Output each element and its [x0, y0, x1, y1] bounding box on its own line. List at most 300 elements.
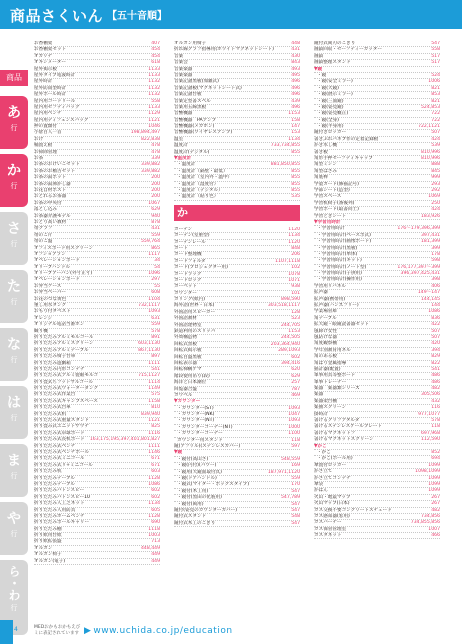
entry-name: 回転式掲示板: [174, 348, 202, 354]
entry-page: 1153: [288, 111, 300, 117]
kana-tab-label: な: [7, 337, 21, 353]
entry-name: 折りたたみ式作業台: [34, 392, 76, 398]
entry-page: 1093: [148, 309, 160, 315]
entry-page: 118: [291, 437, 300, 443]
entry-name: ・学習用時計(子供用): [317, 271, 362, 277]
entry-name: 書けるステンレスゲールプレート: [314, 424, 383, 430]
entry-page: 448: [291, 41, 300, 46]
entry-page: 297: [151, 277, 160, 283]
entry-page: 1099: [428, 488, 440, 494]
kana-tab-2[interactable]: [0, 212, 28, 265]
entry-name: 折りたたみ円形コンテナ: [34, 366, 85, 372]
entry-page: 1047: [288, 412, 300, 418]
entry-page: 1146: [148, 450, 160, 455]
entry-name: カード整理機: [174, 252, 202, 258]
entry-name: ・温度計（隔壁・最低）: [177, 168, 228, 174]
entry-name: 折りたたみ机: [34, 469, 62, 475]
entry-name: カート: [174, 245, 188, 251]
entry-name: 拡声器(ハンズフリー): [314, 303, 359, 309]
entry-name: 角形手押セーフティキャップ: [314, 156, 373, 162]
entry-page: 493: [291, 66, 300, 72]
entry-name: 鉄道利用のスリッパ: [174, 329, 216, 335]
entry-page: 178: [431, 251, 440, 257]
entry-page: 424: [431, 136, 440, 142]
entry-name: ・鏡付(両用): [177, 501, 204, 507]
entry-name: カーテン(室重型): [174, 233, 210, 239]
entry-page: 602: [151, 488, 160, 494]
entry-name: お掃除管理: [34, 149, 57, 155]
entry-name: 折りたたみアルミスクリーン: [34, 341, 94, 347]
entry-page: 102: [291, 265, 300, 271]
entry-page: 1153: [288, 329, 300, 335]
entry-name: ・かご: [317, 450, 331, 455]
kana-section-heading-ka: か: [174, 205, 300, 221]
entry-page: 722: [431, 111, 440, 117]
entry-name: 折りたたみホームベンチ: [34, 513, 85, 519]
entry-page: 1132: [148, 85, 160, 91]
index-column-2: [174, 41, 300, 527]
entry-page: 524: [431, 72, 440, 78]
entry-page: 715,1127: [138, 373, 160, 379]
entry-name: お茶器介護モデル: [34, 213, 71, 219]
entry-name: 学習机椅子(番後列): [314, 200, 355, 206]
entry-name: 学部シート(造型): [314, 187, 350, 193]
entry-page: 394: [431, 347, 440, 353]
kana-tab-label: ら・わ: [7, 565, 21, 601]
entry-name: ▼鏡: [314, 66, 323, 72]
entry-page: 482: [431, 507, 440, 513]
entry-page: 407: [151, 41, 160, 46]
entry-name: 音楽会: [174, 60, 188, 66]
entry-name: 折りたたみ式ベンチ: [34, 443, 76, 449]
entry-name: おもり付タペスト: [34, 309, 71, 315]
entry-page: 855: [291, 168, 300, 174]
entry-page: 1133: [148, 104, 160, 110]
entry-name: 軍事トレーナー: [314, 379, 347, 385]
entry-page: 690: [151, 520, 160, 526]
entry-name: 画鋲回収・セーフティーカッター: [314, 47, 382, 53]
entry-name: 火山・地震マップ: [314, 494, 351, 500]
entry-name: 拡声器: [314, 290, 328, 296]
entry-page: 482: [431, 386, 440, 392]
entry-name: 帯のこ片: [34, 232, 53, 238]
entry-name: 鏡付式両刃のこぎり: [314, 41, 356, 46]
entry-name: 折りたたみ式アルミ製眼モルコ: [34, 373, 99, 379]
entry-page: 478: [151, 143, 160, 149]
entry-name: お茶のお稽古セット: [34, 168, 76, 174]
entry-page: 170: [291, 482, 300, 488]
page-subtitle: 【五十音順】: [107, 11, 168, 22]
entry-page: 267: [431, 494, 440, 500]
entry-name: オリーブアーバン(外寸正寸): [34, 271, 93, 277]
entry-page: 618: [151, 60, 160, 66]
entry-name: 折り畳式ちフットサルゴール: [34, 379, 94, 385]
kana-tab-gyo: 行: [10, 530, 18, 538]
entry-page: 855: [291, 187, 300, 193]
entry-page: 1078: [288, 271, 300, 277]
entry-page: 1100: [288, 431, 300, 437]
entry-name: 画鋲: [314, 53, 324, 59]
entry-page: 1086: [148, 481, 160, 487]
entry-name: 海外語(世界・日本): [174, 303, 215, 309]
entry-name: 音響機器(メガホン): [174, 124, 215, 130]
entry-page: 507: [431, 334, 440, 340]
entry-name: お花自材ポスト: [34, 187, 67, 193]
entry-name: ・温度計（室内外・温中）: [177, 175, 233, 181]
entry-name: 折りたたみ棚: [34, 526, 62, 532]
entry-page: 203,364,940: [270, 341, 300, 347]
index-entry: [174, 194, 300, 200]
entry-page: 539: [431, 143, 440, 149]
entry-name: オルガン: [34, 545, 53, 551]
entry-name: ・鏡(大鏡): [317, 85, 339, 91]
entry-page: 1129: [148, 111, 160, 117]
entry-page: 1128: [148, 475, 160, 481]
entry-name: お香棚架: [34, 41, 53, 46]
entry-page: 517: [431, 60, 440, 66]
kana-tab-7[interactable]: [0, 502, 28, 555]
entry-name: 折りたたみ人用防具: [34, 507, 76, 513]
entry-name: ・カウンター(NT): [177, 418, 215, 424]
entry-page: 422: [431, 322, 440, 328]
entry-page: 1117: [148, 251, 160, 257]
entry-page: 839,940: [141, 411, 160, 417]
entry-page: 898,590: [281, 297, 300, 303]
entry-page: 829: [431, 354, 440, 360]
entry-name: カードフォルダ: [174, 258, 206, 264]
kana-tab-1[interactable]: [0, 154, 28, 207]
entry-name: ・学習用時計(操作用): [317, 277, 362, 283]
entry-name: オルガン椅子: [34, 552, 62, 558]
kana-tab-gyo: 行: [10, 356, 18, 364]
entry-page: 1134: [148, 501, 160, 507]
entry-page: 602: [291, 354, 300, 360]
entry-name: ・鏡付(黒田の化粧用): [177, 495, 222, 501]
entry-page: 605: [151, 507, 160, 513]
entry-name: 折りたたみ式ベンチボール: [34, 450, 90, 455]
entry-name: 折りたたみ式ミニゴール: [34, 456, 85, 462]
entry-page: 34: [154, 258, 160, 264]
page-title: 商品さくいん: [10, 7, 104, 25]
entry-name: 折り紙用台紙: [34, 533, 62, 539]
entry-page: 541: [431, 366, 440, 372]
entry-name: 描計器(配置): [314, 366, 341, 372]
entry-page: 496: [291, 92, 300, 98]
entry-page: 55: [154, 283, 160, 289]
entry-name: おけ: [34, 136, 44, 142]
index-column-3: [314, 41, 440, 539]
kana-tab-6[interactable]: [0, 444, 28, 497]
entry-page: 206: [291, 252, 300, 258]
entry-page: 821: [431, 98, 440, 104]
entry-name: 画鋲整理スタンド: [314, 60, 351, 66]
entry-page: 439: [291, 98, 300, 104]
entry-name: オペレーションボード: [34, 258, 80, 264]
entry-name: ▼温度計: [174, 156, 192, 162]
entry-name: カスタネット: [314, 533, 342, 539]
entry-name: カーペット: [174, 284, 197, 290]
entry-page: 732,1117: [138, 303, 160, 309]
entry-page: 267: [431, 501, 440, 507]
index-entry: [34, 559, 160, 565]
entry-name: 書きぶれパネブ作の定着記録板: [314, 136, 379, 142]
entry-page: 881,850,855: [270, 162, 300, 168]
entry-name: 折りたたみ椅子台車: [34, 354, 76, 360]
entry-page: 671: [151, 456, 160, 462]
entry-page: 523: [291, 316, 300, 322]
entry-name: 回転梯構ゲマ: [174, 367, 202, 373]
entry-name: 外国語用スピーカー: [174, 309, 216, 315]
entry-name: 音楽記譜黒板(加雑式): [174, 79, 219, 85]
entry-name: 温度計: [174, 143, 188, 149]
entry-name: オルガン用椅子: [174, 41, 207, 46]
entry-page: 548: [291, 514, 300, 520]
entry-page: 149〜147: [417, 290, 440, 296]
entry-name: 角ばり金属指導: [314, 360, 347, 366]
entry-name: お花のつな黄色: [34, 296, 67, 302]
entry-name: ・鏡(全身): [317, 117, 339, 123]
entry-page: 559: [291, 476, 300, 481]
entry-name: ・鏡(姿見概正): [317, 111, 349, 117]
entry-page: 598: [431, 258, 440, 264]
entry-page: 112,590: [421, 437, 440, 443]
entry-name: 折りたたみテーブル: [34, 481, 75, 487]
entry-page: 449: [151, 552, 160, 558]
entry-name: 折りたたみ式重量スタンド: [34, 418, 90, 424]
index-column-1: [34, 41, 160, 565]
entry-page: 822: [431, 360, 440, 366]
entry-name: かばん: [314, 488, 328, 494]
website-link[interactable]: [84, 626, 233, 636]
entry-name: ・鏡(半身用): [317, 124, 344, 130]
entry-page: 303,518,1117: [267, 303, 300, 309]
entry-name: ・学習用時計(黒板): [317, 245, 358, 251]
entry-name: 海洋と日本潮位: [174, 380, 207, 386]
entry-page: 855: [291, 181, 300, 187]
entry-page: 722,1121: [418, 124, 440, 130]
entry-name: 角底棒: [314, 175, 328, 181]
kana-tab-label: た: [7, 279, 21, 295]
entry-name: 屋外防雨型時計: [34, 85, 67, 91]
entry-name: 楽器: [314, 392, 324, 398]
entry-name: 屋内用セフティバッグ: [34, 104, 80, 110]
entry-name: 鏡付式木工のこぎり: [174, 520, 216, 526]
entry-page: 339: [151, 156, 160, 162]
entry-name: 折りたたみアルミテーブル: [34, 347, 89, 353]
entry-page: 517: [431, 53, 440, 59]
entry-page: 1121: [148, 117, 160, 123]
entry-page: 1096: [148, 271, 160, 277]
entry-page: 845: [431, 168, 440, 174]
entry-page: 176〜179,396,399: [397, 226, 440, 232]
entry-page: 1099: [428, 462, 440, 468]
entry-name: 帯のこ盤: [34, 239, 53, 245]
entry-page: 292: [431, 187, 440, 193]
entry-page: 938: [291, 284, 300, 290]
entry-name: 角型はさみ: [314, 168, 337, 174]
entry-page: 394,416: [281, 360, 300, 366]
entry-page: 1121: [148, 418, 160, 424]
entry-page: 399: [431, 245, 440, 251]
entry-page: 431: [151, 226, 160, 232]
entry-page: 836: [431, 315, 440, 321]
entry-page: 101: [291, 290, 300, 296]
entry-page: 396,397,425,431: [400, 271, 440, 277]
entry-name: ・鏡(円付)(パワー): [177, 463, 217, 469]
entry-name: ・鏡用(大鏡面取付具): [177, 469, 222, 475]
entry-name: ・カウンターコーナー: [177, 431, 223, 437]
entry-page: 852: [431, 450, 440, 455]
entry-page: 486: [431, 373, 440, 379]
entry-name: 傘置付ロッカー: [314, 462, 347, 468]
entry-name: 折りたたみアルミモルコール: [34, 334, 94, 340]
entry-page: 853: [431, 92, 440, 98]
entry-name: カード(プロジェクター用): [174, 265, 228, 271]
entry-page: 603: [151, 469, 160, 475]
entry-name: 楽曲スクリーン: [314, 405, 347, 411]
page-footer: [0, 620, 462, 644]
entry-name: お弁当ペーパー: [34, 290, 66, 296]
entry-name: 書けるグリフアタルダ: [314, 418, 360, 424]
entry-page: 1120: [288, 226, 300, 232]
entry-page: 1006: [428, 79, 440, 85]
entry-page: 1116: [148, 430, 160, 436]
entry-name: 学習ときシート: [314, 213, 347, 219]
entry-page: 1132: [148, 92, 160, 98]
entry-name: 回覧器合盤: [174, 386, 197, 392]
entry-name: 桶置え板: [34, 143, 53, 149]
entry-page: 1003: [148, 533, 160, 539]
entry-name: 折りたたみバトンスピー: [34, 488, 85, 494]
entry-name: 鏡付(姿見のカウンターカバー): [174, 507, 238, 513]
entry-name: 小倉百人一首: [34, 130, 62, 136]
entry-name: 学習スペース: [314, 194, 342, 200]
entry-name: 折りたたみ式キャンプスペース: [34, 398, 98, 404]
entry-page: 1107,1118: [275, 258, 300, 264]
entry-name: ・鏡(三面鏡): [317, 98, 344, 104]
entry-page: 578: [431, 418, 440, 424]
entry-page: 897: [151, 354, 160, 360]
entry-page: 448,449: [141, 545, 160, 551]
entry-name: カーテン: [174, 226, 193, 232]
entry-page: 244,505: [281, 335, 300, 341]
website-url[interactable]: www.uchida.co.jp/education: [93, 626, 233, 636]
entry-page: 787: [291, 386, 300, 392]
entry-page: 406: [431, 283, 440, 289]
entry-name: オレンジ: [34, 315, 53, 321]
entry-page: 1114: [148, 379, 160, 385]
entry-name: 重し用水タンク: [34, 303, 67, 309]
page-header: [0, 0, 462, 29]
entry-page: 449: [151, 558, 160, 564]
entry-name: 温室: [174, 136, 184, 142]
entry-name: 屋外ボール時計: [34, 92, 67, 98]
entry-page: 176,177,397〜399: [397, 264, 440, 270]
entry-page: 424: [431, 207, 440, 213]
entry-name: 音楽記譜板(マグネットシート式): [174, 85, 242, 91]
entry-page: 810: [151, 405, 160, 411]
kana-tab-3[interactable]: [0, 270, 28, 323]
entry-page: 507: [431, 328, 440, 334]
entry-page: 1128: [148, 513, 160, 519]
entry-page: 602: [151, 494, 160, 500]
entry-page: 1007: [428, 526, 440, 532]
entry-name: 押の置類付: [34, 124, 57, 130]
entry-name: カウンター: [174, 290, 197, 296]
entry-name: カードロック: [174, 277, 202, 283]
entry-page: 293: [431, 181, 440, 187]
entry-page: 713: [151, 539, 160, 545]
entry-page: 496: [291, 104, 300, 110]
entry-name: お茶のおけいこセット: [34, 162, 80, 168]
entry-name: 外周構造物: [174, 335, 197, 341]
kana-tab-gyo: 行: [10, 604, 18, 612]
entry-page: 629: [291, 373, 300, 379]
entry-name: ・温度計（貼り色）: [177, 194, 219, 200]
kana-tab-4[interactable]: [0, 328, 28, 381]
kana-tab-label: ま: [7, 453, 21, 469]
entry-page: 631: [151, 315, 160, 321]
entry-page: 810,996: [421, 149, 440, 155]
kana-tab-gyo: 行: [10, 298, 18, 306]
entry-page: 547,789: [281, 495, 300, 501]
kana-tab-gyo: 行: [10, 472, 18, 480]
entry-page: 578: [151, 328, 160, 334]
entry-name: カリング(紙円): [174, 297, 206, 303]
entry-name: 音楽記譜台板: [174, 92, 202, 98]
entry-name: ガス感知器(窓用): [314, 513, 350, 519]
entry-name: 音響機器: [174, 111, 193, 117]
entry-page: 496: [291, 79, 300, 85]
entry-page: 547: [291, 488, 300, 494]
kana-tab-5[interactable]: [0, 386, 28, 439]
entry-name: 折りたたみテーブル: [34, 475, 75, 481]
entry-page: 1133: [148, 66, 160, 72]
entry-name: ・かご(ボール用): [317, 456, 353, 462]
entry-name: 軍事用具等整ボード: [314, 373, 356, 379]
entry-name: オフショアラン: [34, 251, 66, 257]
entry-page: 1132: [148, 79, 160, 85]
entry-name: オペレーションボード: [34, 277, 80, 283]
kana-tab-label: さ: [7, 221, 21, 237]
entry-page: 431: [291, 47, 300, 53]
entry-name: ・鏡(姿見鏡): [317, 104, 344, 110]
entry-page: 200: [151, 194, 160, 200]
entry-page: 547: [431, 41, 440, 46]
entry-page: 1149: [148, 386, 160, 392]
entry-name: 帯グラフ: [34, 226, 53, 232]
entry-page: 200: [151, 175, 160, 181]
entry-name: 音楽楽器: [174, 72, 193, 78]
entry-name: 屋内用ディフェンスバッグ: [34, 117, 89, 123]
entry-page: 597: [291, 444, 300, 450]
entry-page: 608: [151, 290, 160, 296]
kana-tab-label: あ: [7, 105, 21, 121]
entry-name: ・カウンターコーナー(NT): [177, 424, 233, 430]
entry-name: ・学習用時計(ノート型): [317, 264, 367, 270]
entry-name: ・鏡付(木工用): [177, 488, 209, 494]
kana-tab-label: か: [7, 163, 21, 179]
entry-page: 158: [291, 117, 300, 123]
kana-tab-label: は: [7, 395, 21, 411]
entry-name: 折れ線グラフ指導用(ホワイトマグネットシート): [174, 47, 274, 53]
entry-name: ・温度計（デジタル）: [177, 187, 223, 193]
entry-name: かさ立てコンテナ: [314, 475, 351, 481]
kana-tab-0[interactable]: [0, 96, 28, 149]
entry-page: 535: [291, 194, 300, 200]
entry-name: お茶の中央付: [34, 200, 62, 206]
kana-tab-label: や: [7, 511, 21, 527]
